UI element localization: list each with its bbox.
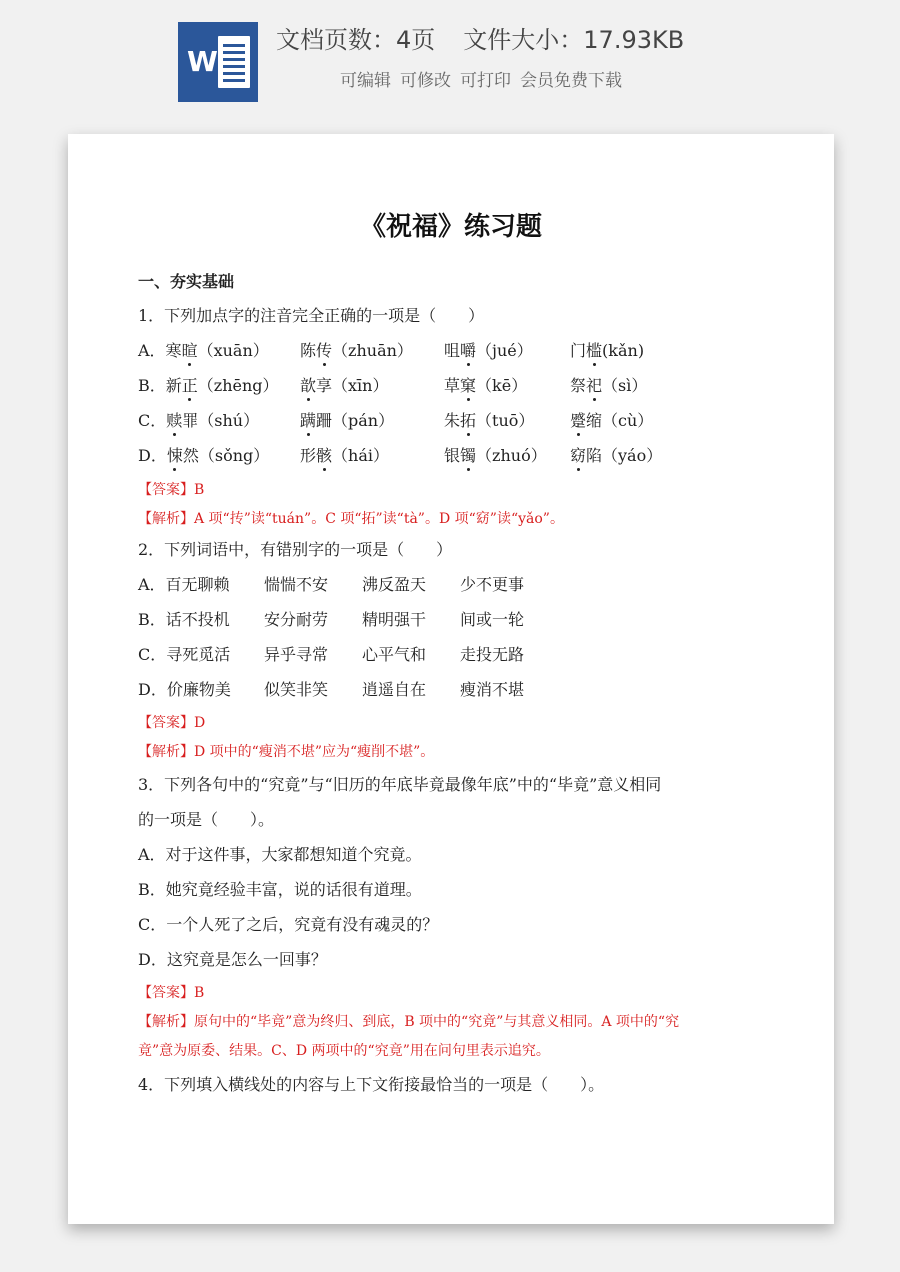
document-title: 《祝福》练习题 xyxy=(359,212,542,242)
question-1-option-a: A．寒暄（xuān） 陈传（zhuān） 咀嚼（jué） 门槛(kǎn) xyxy=(138,341,645,360)
feature-modifiable: 可修改 xyxy=(400,71,451,91)
question-3-option-c: C．一个人死了之后，究竟有没有魂灵的？ xyxy=(138,915,439,934)
question-1-analysis: 【解析】A 项“抟”读“tuán”。C 项“拓”读“tà”。D 项“窈”读“yǎo”。 xyxy=(138,511,564,527)
question-3-option-b: B．她究竟经验丰富，说的话很有道理。 xyxy=(138,880,422,899)
question-2-option-d: D．价廉物美 似笑非笑 逍遥自在 瘦消不堪 xyxy=(138,680,525,699)
question-3-option-a: A．对于这件事，大家都想知道个究竟。 xyxy=(138,845,422,864)
question-1-stem: 1．下列加点字的注音完全正确的一项是（ ） xyxy=(138,306,485,325)
feature-member-download: 会员免费下载 xyxy=(520,71,622,91)
word-letter-icon: W xyxy=(187,45,218,78)
question-3-analysis: 【解析】原句中的“毕竟”意为终归、到底，B 项中的“究竟”与其意义相同。A 项中的“究 xyxy=(138,1014,680,1030)
question-2-option-a: A．百无聊赖 惴惴不安 沸反盈天 少不更事 xyxy=(138,575,525,594)
document-page xyxy=(68,134,834,1224)
document-page-icon xyxy=(218,36,250,88)
question-2-analysis: 【解析】D 项中的“瘦消不堪”应为“瘦削不堪”。 xyxy=(138,744,435,760)
question-2-stem: 2．下列词语中，有错别字的一项是（ ） xyxy=(138,540,453,559)
question-2-option-c: C．寻死觅活 异乎寻常 心平气和 走投无路 xyxy=(138,645,525,664)
question-3-analysis-cont: 竟”意为原委、结果。C、D 两项中的“究竟”用在问句里表示追究。 xyxy=(138,1043,550,1059)
page-count: 文档页数：4页 xyxy=(276,26,436,54)
question-3-stem-cont: 的一项是（ ）。 xyxy=(138,810,275,829)
question-1-option-c: C．赎罪（shú） 蹒跚（pán） 朱拓（tuō） 蹙缩（cù） xyxy=(138,411,654,430)
feature-editable: 可编辑 xyxy=(340,71,391,91)
question-3-option-d: D．这究竟是怎么一回事？ xyxy=(138,950,327,969)
feature-list xyxy=(340,66,631,91)
section-heading: 一、夯实基础 xyxy=(138,272,235,291)
feature-printable: 可打印 xyxy=(460,71,511,91)
question-1-answer: 【答案】B xyxy=(138,482,205,498)
question-4-stem: 4．下列填入横线处的内容与上下文衔接最恰当的一项是（ ）。 xyxy=(138,1075,605,1094)
file-info xyxy=(276,20,712,55)
question-2-option-b: B．话不投机 安分耐劳 精明强干 间或一轮 xyxy=(138,610,525,629)
question-3-stem: 3．下列各句中的“究竟”与“旧历的年底毕竟最像年底”中的“毕竟”意义相同 xyxy=(138,775,662,794)
word-icon xyxy=(178,22,258,102)
question-1-option-b: B．新正（zhēng） 歆享（xīn） 草窠（kē） 祭祀（sì） xyxy=(138,376,648,395)
question-1-option-d: D．悚然（sǒng） 形骸（hái） 银镯（zhuó） 窈陷（yáo） xyxy=(138,446,663,465)
question-2-answer: 【答案】D xyxy=(138,715,206,731)
file-size: 文件大小：17.93KB xyxy=(463,26,685,54)
question-3-answer: 【答案】B xyxy=(138,985,205,1001)
